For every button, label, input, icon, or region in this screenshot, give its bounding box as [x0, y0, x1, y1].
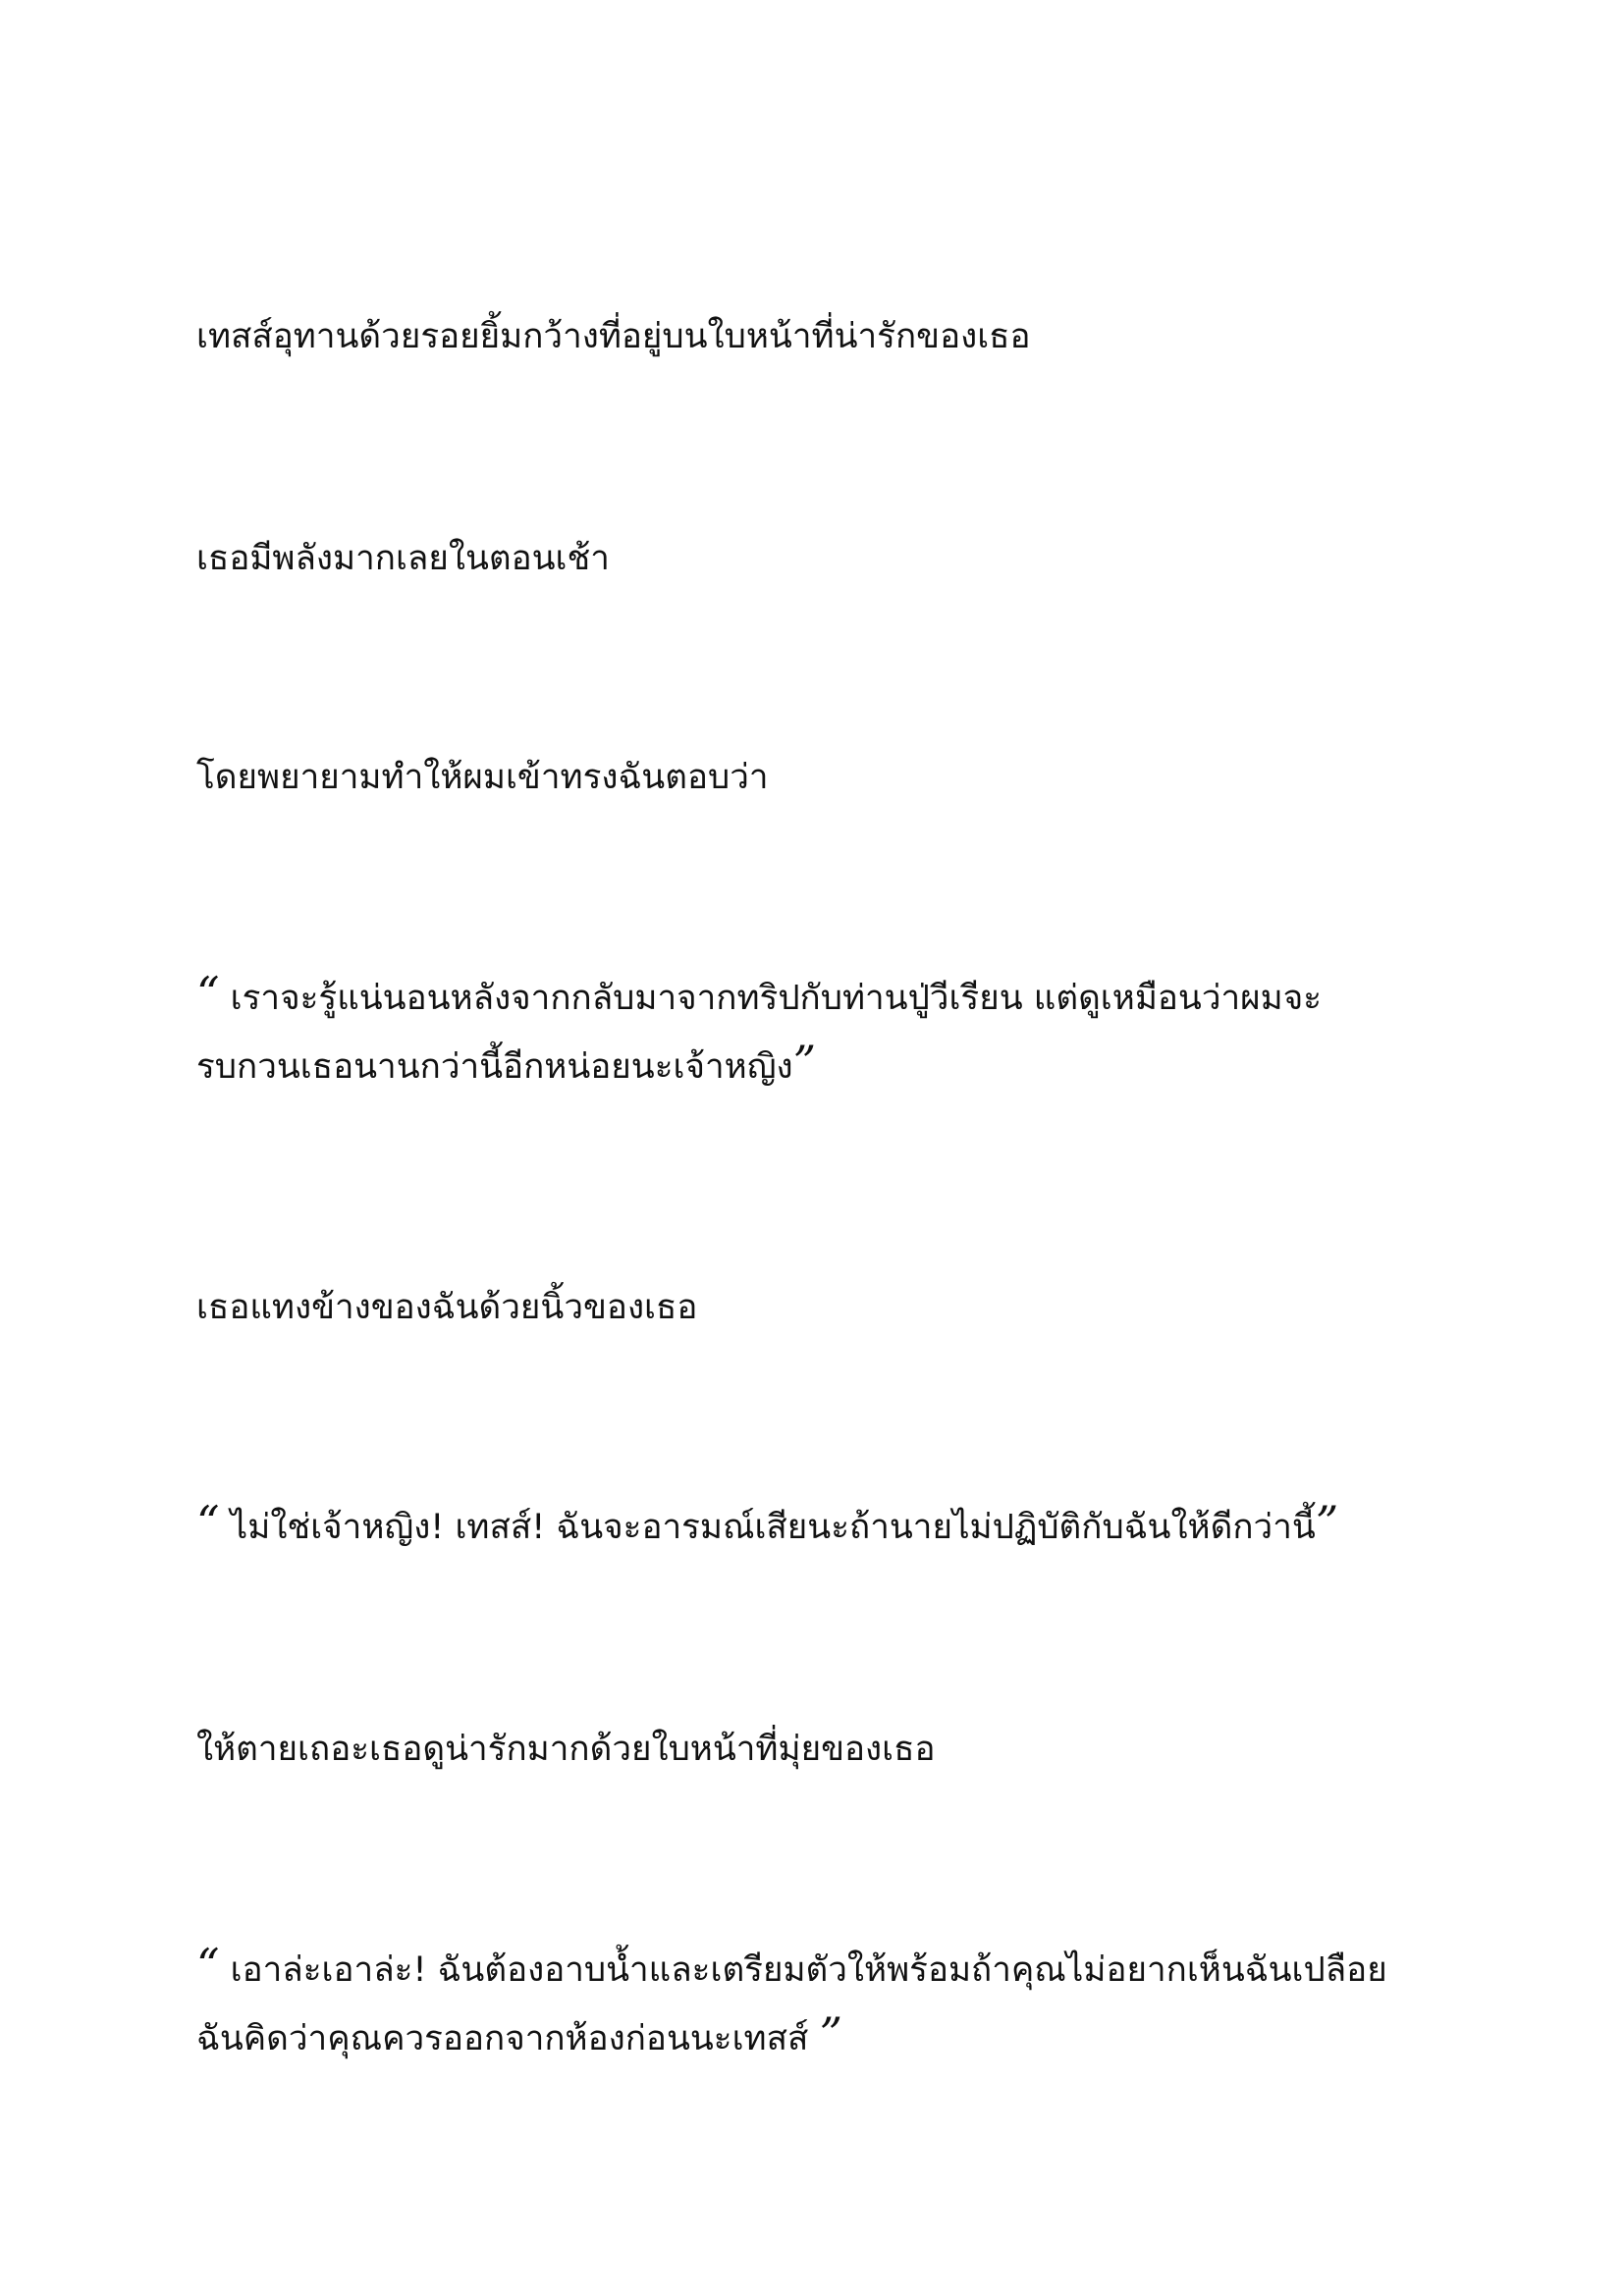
dialogue-paragraph [196, 1936, 1434, 2073]
dialogue-paragraph [196, 964, 1434, 1101]
close-quote: ” [792, 1036, 817, 1089]
close-quote: ” [1315, 1496, 1339, 1549]
text-line [196, 1033, 1434, 1101]
text-line [196, 1493, 1434, 1562]
close-quote: ” [819, 2007, 843, 2060]
open-quote: “ [196, 1496, 220, 1549]
text-line: โดยพยายามทำให้ผมเข้าทรงฉันตอบว่า [196, 758, 769, 797]
narration-paragraph [196, 1715, 1434, 1784]
open-quote: “ [196, 967, 220, 1020]
text-line [196, 2004, 1434, 2073]
text-line [196, 1936, 1434, 2004]
dialogue-text: ฉันคิดว่าคุณควรออกจากห้องก่อนนะเทสส์ [196, 2019, 809, 2058]
text-line: เธอมีพลังมากเลยในตอนเช้า [196, 539, 610, 578]
dialogue-paragraph [196, 1493, 1434, 1562]
dialogue-text: เอาล่ะเอาล่ะ! ฉันต้องอาบน้ำและเตรียมตัวให้พร้อมถ้าคุณไม่อยากเห็นฉันเปลือย [230, 1950, 1387, 1990]
text-line: ให้ตายเถอะเธอดูน่ารักมากด้วยใบหน้าที่มุ่ยของเธอ [196, 1730, 936, 1769]
dialogue-text: รบกวนเธอนานกว่านี้อีกหน่อยนะเจ้าหญิง [196, 1047, 793, 1087]
narration-paragraph [196, 1273, 1434, 1342]
text-line [196, 964, 1434, 1033]
text-line: เธอแทงข้างของฉันด้วยนิ้วของเธอ [196, 1288, 698, 1327]
dialogue-text: ไม่ใช่เจ้าหญิง! เทสส์! ฉันจะอารมณ์เสียนะถ้านายไม่ปฏิบัติกับฉันให้ดีกว่านี้ [230, 1508, 1316, 1547]
narration-paragraph [196, 743, 1434, 812]
text-line: เทสส์อุทานด้วยรอยยิ้มกว้างที่อยู่บนใบหน้าที่น่ารักของเธอ [196, 317, 1031, 356]
open-quote: “ [196, 1939, 220, 1992]
narration-paragraph [196, 524, 1434, 593]
narration-paragraph [196, 302, 1434, 371]
dialogue-text: เราจะรู้แน่นอนหลังจากกลับมาจากทริปกับท่านปู่วีเรียน แต่ดูเหมือนว่าผมจะ [230, 979, 1323, 1018]
